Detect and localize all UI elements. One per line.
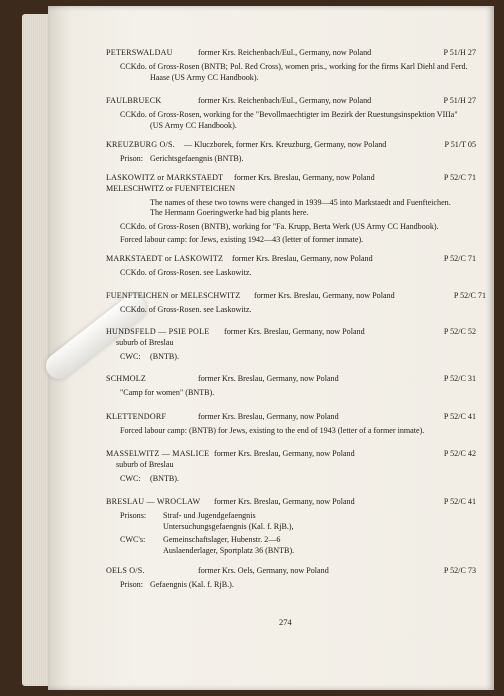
former-location: former Krs. Breslau, Germany, now Poland [234,173,375,182]
detail-line: CCKdo. of Gross-Rosen (BNTB; Pol. Red Cross), women pris., working for the firms Karl Diehl and Ferd. [120,62,468,71]
detail-text: Untersuchungsgefaengnis (Kal. f. RjB.), [163,521,294,531]
note-line: The names of these two towns were changed in 1939—45 into Markstaedt and Fuenfteichen. [150,197,451,207]
detail-label: Prison: [120,580,143,589]
place-name: FAULBRUECK [106,96,162,105]
entry-peterswaldau [106,48,482,83]
entry-oels [106,566,482,591]
label-spacer [106,522,163,533]
map-code: P 51/H 27 [443,48,476,57]
detail-line: CCKdo. of Gross-Rosen, working for the "Bevollmaechtigter im Bezirk der Ruestungsinspektion VIIIa" [120,110,458,119]
former-location: former Krs. Reichenbach/Eul., Germany, now Poland [198,48,372,57]
detail-label: CWC: [120,473,141,483]
detail-text: (BNTB). [150,351,179,361]
detail-line: Forced labour camp: (BNTB) for Jews, existing to the end of 1943 (letter of a former inmate). [120,426,425,435]
entry-klettendorf [106,412,482,437]
map-code: P 52/C 42 [443,449,476,458]
note-line: The Hermann Goeringwerke had big plants here. [150,208,309,218]
place-subtitle: suburb of Breslau [116,338,174,347]
place-name: MARKSTAEDT or LASKOWITZ [106,254,224,263]
former-location: former Krs. Breslau, Germany, now Poland [198,412,339,421]
entry-laskowitz [106,173,482,246]
detail-label: Prisons: [120,511,147,520]
former-location: former Krs. Breslau, Germany, now Poland [214,449,355,458]
detail-line: Haase (US Army CC Handbook). [150,72,259,82]
entry-faulbrueck [106,96,482,131]
detail-line: CCKdo. of Gross-Rosen. see Laskowitz. [120,268,252,277]
place-alt-name: MELESCHWITZ or FUENFTEICHEN [106,184,236,193]
former-location: former Krs. Oels, Germany, now Poland [198,566,329,575]
entry-markstaedt [106,254,482,279]
map-code: P 52/C 52 [443,327,476,336]
entry-schmolz [106,374,482,399]
label-spacer [106,546,163,557]
map-code: P 52/C 41 [443,412,476,421]
detail-text: Straf- und Jugendgefaengnis [163,511,256,520]
place-name: BRESLAU — WROCLAW [106,497,201,506]
detail-label: CWC's: [120,535,146,545]
detail-text: Gemeinschaftslager, Hubenstr. 2—6 [163,535,281,545]
map-code: P 52/C 73 [443,566,476,575]
map-code: P 52/C 71 [453,291,486,300]
place-name: LASKOWITZ or MARKSTAEDT [106,173,224,182]
entry-fuenfteichen [106,291,486,316]
map-code: P 52/C 31 [443,374,476,383]
detail-line: CCKdo. of Gross-Rosen (BNTB), working for "Fa. Krupp, Berta Werk (US Army CC Handbook). [120,221,439,231]
place-name: SCHMOLZ [106,374,147,383]
detail-line: Forced labour camp: for Jews, existing 1942—43 (letter of former inmate). [120,235,364,245]
entry-breslau [106,497,482,556]
place-name: HUNDSFELD — PSIE POLE [106,327,210,336]
detail-label: Prison: [120,154,143,163]
map-code: P 51/H 27 [443,96,476,105]
map-code: P 52/C 71 [443,173,476,182]
detail-text: Gerichtsgefaengnis (BNTB). [150,154,244,163]
detail-line: CCKdo. of Gross-Rosen. see Laskowitz. [120,305,252,314]
detail-text: Gefaengnis (Kal. f. RjB.). [150,580,234,589]
detail-line: (US Army CC Handbook). [150,120,237,130]
former-location: former Krs. Reichenbach/Eul., Germany, now Poland [198,96,372,105]
map-code: P 52/C 41 [443,497,476,506]
place-name: KLETTENDORF [106,412,167,421]
entry-masselwitz [106,449,482,484]
former-location: — Kluczborek, former Krs. Kreuzburg, Germany, now Poland [184,140,387,149]
former-location: former Krs. Breslau, Germany, now Poland [254,291,395,300]
map-code: P 51/T 05 [444,140,476,149]
former-location: former Krs. Breslau, Germany, now Poland [232,254,373,263]
place-name: OELS O/S. [106,566,145,575]
page-number: 274 [279,617,292,627]
place-subtitle: suburb of Breslau [116,460,174,469]
detail-text: Auslaenderlager, Sportplatz 36 (BNTB). [163,545,295,555]
former-location: former Krs. Breslau, Germany, now Poland [198,374,339,383]
detail-label: CWC: [120,351,141,361]
place-name: PETERSWALDAU [106,48,173,57]
detail-text: (BNTB). [150,473,179,483]
former-location: former Krs. Breslau, Germany, now Poland [224,327,365,336]
entry-kreuzburg [106,140,482,165]
map-code: P 52/C 71 [443,254,476,263]
entry-hundsfeld [106,327,482,362]
detail-line: "Camp for women" (BNTB). [120,388,215,397]
place-name: FUENFTEICHEN or MELESCHWITZ [106,291,241,300]
place-name: MASSELWITZ — MASLICE [106,449,210,458]
place-name: KREUZBURG O/S. [106,140,175,149]
former-location: former Krs. Breslau, Germany, now Poland [214,497,355,506]
